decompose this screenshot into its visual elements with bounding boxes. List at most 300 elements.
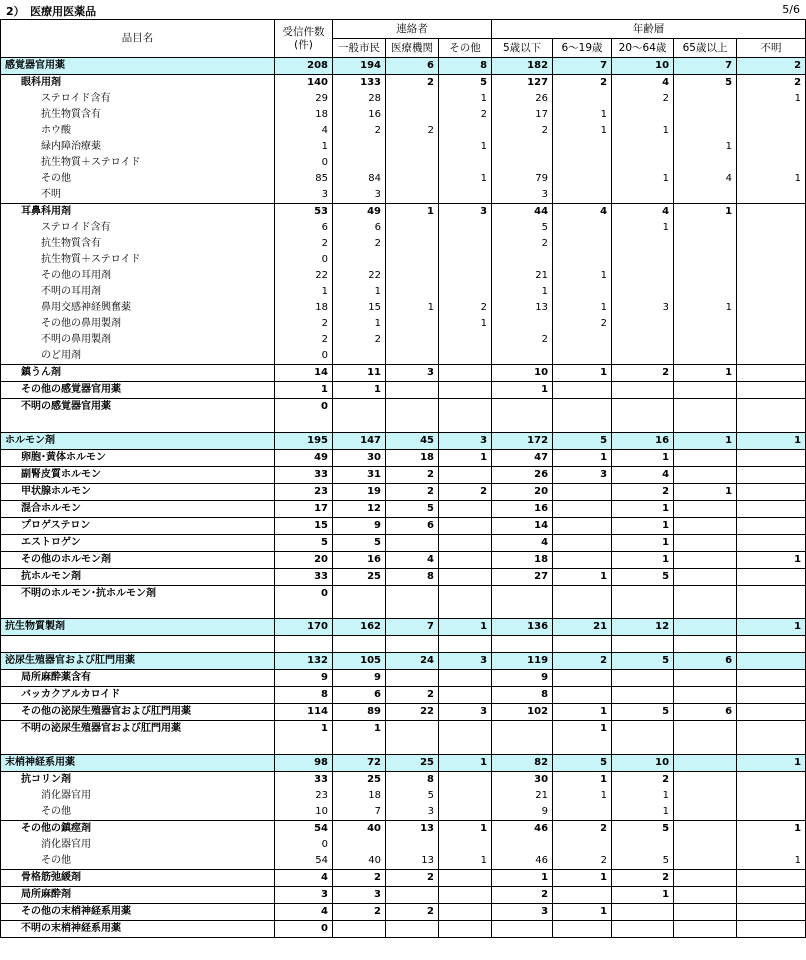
value-cell — [386, 284, 439, 300]
value-cell — [674, 737, 737, 754]
value-cell — [737, 517, 806, 534]
value-cell — [674, 771, 737, 788]
item-name: 不明のホルモン･抗ホルモン剤 — [1, 585, 275, 602]
value-cell: 15 — [333, 300, 386, 316]
value-cell: 2 — [386, 483, 439, 500]
value-cell — [386, 837, 439, 853]
value-cell: 3 — [439, 704, 492, 721]
value-cell: 2 — [737, 58, 806, 75]
value-cell: 6 — [275, 220, 333, 236]
value-cell — [674, 284, 737, 300]
value-cell — [737, 869, 806, 886]
value-cell — [612, 920, 674, 937]
value-cell — [492, 415, 553, 432]
table-row — [1, 348, 806, 365]
value-cell: 8 — [439, 58, 492, 75]
value-cell — [737, 721, 806, 738]
item-name: その他の泌尿生殖器官および肛門用薬 — [1, 704, 275, 721]
value-cell — [553, 886, 612, 903]
value-cell: 2 — [553, 316, 612, 332]
item-name: 骨格筋弛緩剤 — [1, 869, 275, 886]
value-cell — [612, 636, 674, 653]
value-cell: 24 — [386, 653, 439, 670]
value-cell — [612, 687, 674, 704]
value-cell — [737, 139, 806, 155]
value-cell — [439, 585, 492, 602]
value-cell — [386, 316, 439, 332]
table-row — [1, 171, 806, 187]
table-row — [1, 853, 806, 870]
value-cell: 15 — [275, 517, 333, 534]
value-cell: 1 — [674, 300, 737, 316]
value-cell — [737, 670, 806, 687]
value-cell: 1 — [612, 171, 674, 187]
value-cell: 33 — [275, 771, 333, 788]
value-cell — [612, 585, 674, 602]
value-cell — [386, 737, 439, 754]
value-cell: 6 — [674, 653, 737, 670]
table-row — [1, 268, 806, 284]
value-cell: 46 — [492, 853, 553, 870]
value-cell — [439, 348, 492, 365]
value-cell — [674, 551, 737, 568]
value-cell: 1 — [553, 107, 612, 123]
value-cell — [492, 399, 553, 416]
value-cell — [386, 332, 439, 348]
category-row — [1, 58, 806, 75]
item-name: その他の末梢神経系用薬 — [1, 903, 275, 920]
value-cell: 1 — [737, 91, 806, 107]
value-cell: 0 — [275, 837, 333, 853]
value-cell: 17 — [492, 107, 553, 123]
value-cell: 8 — [386, 771, 439, 788]
table-row — [1, 517, 806, 534]
value-cell: 1 — [275, 139, 333, 155]
value-cell: 23 — [275, 788, 333, 804]
value-cell — [612, 107, 674, 123]
value-cell — [386, 721, 439, 738]
value-cell: 29 — [275, 91, 333, 107]
value-cell: 5 — [492, 220, 553, 236]
value-cell: 1 — [612, 804, 674, 821]
value-cell: 2 — [333, 869, 386, 886]
value-cell — [553, 500, 612, 517]
item-name — [1, 602, 275, 619]
value-cell: 2 — [439, 300, 492, 316]
item-name: 抗生物質＋ステロイド — [1, 252, 275, 268]
value-cell — [386, 636, 439, 653]
value-cell: 119 — [492, 653, 553, 670]
table-row — [1, 139, 806, 155]
value-cell — [737, 220, 806, 236]
value-cell: 5 — [674, 75, 737, 92]
value-cell: 9 — [492, 670, 553, 687]
value-cell — [553, 171, 612, 187]
value-cell — [553, 483, 612, 500]
value-cell: 25 — [333, 771, 386, 788]
value-cell — [737, 123, 806, 139]
col-age-under5: 5歳以下 — [492, 39, 553, 58]
value-cell: 7 — [386, 619, 439, 636]
value-cell — [492, 721, 553, 738]
value-cell: 1 — [439, 754, 492, 771]
value-cell — [674, 500, 737, 517]
value-cell — [439, 771, 492, 788]
item-name: 不明の末梢神経系用薬 — [1, 920, 275, 937]
value-cell — [553, 91, 612, 107]
value-cell: 1 — [386, 300, 439, 316]
value-cell — [674, 155, 737, 171]
value-cell — [674, 869, 737, 886]
table-row — [1, 300, 806, 316]
value-cell: 21 — [492, 788, 553, 804]
value-cell: 12 — [612, 619, 674, 636]
value-cell: 44 — [492, 204, 553, 221]
table-row — [1, 721, 806, 738]
value-cell — [737, 903, 806, 920]
value-cell: 1 — [492, 382, 553, 399]
value-cell: 1 — [553, 568, 612, 585]
value-cell: 18 — [386, 449, 439, 466]
value-cell — [492, 348, 553, 365]
category-row — [1, 754, 806, 771]
value-cell — [333, 737, 386, 754]
value-cell: 53 — [275, 204, 333, 221]
item-name — [1, 415, 275, 432]
value-cell — [439, 804, 492, 821]
value-cell: 18 — [275, 300, 333, 316]
table-row — [1, 187, 806, 204]
value-cell — [386, 348, 439, 365]
value-cell — [386, 886, 439, 903]
value-cell: 1 — [553, 903, 612, 920]
value-cell: 72 — [333, 754, 386, 771]
value-cell — [553, 636, 612, 653]
value-cell: 133 — [333, 75, 386, 92]
value-cell — [674, 316, 737, 332]
category-row — [1, 653, 806, 670]
value-cell — [553, 804, 612, 821]
value-cell — [674, 636, 737, 653]
value-cell — [674, 837, 737, 853]
value-cell: 1 — [737, 853, 806, 870]
value-cell: 3 — [439, 653, 492, 670]
value-cell: 4 — [612, 204, 674, 221]
value-cell: 2 — [553, 75, 612, 92]
value-cell: 114 — [275, 704, 333, 721]
value-cell: 5 — [612, 704, 674, 721]
value-cell — [386, 139, 439, 155]
value-cell: 1 — [439, 91, 492, 107]
table-row — [1, 534, 806, 551]
value-cell — [333, 155, 386, 171]
table-row — [1, 670, 806, 687]
value-cell: 2 — [737, 75, 806, 92]
value-cell — [439, 268, 492, 284]
item-name: 抗コリン剤 — [1, 771, 275, 788]
value-cell: 0 — [275, 252, 333, 268]
item-name: 抗ホルモン剤 — [1, 568, 275, 585]
value-cell: 0 — [275, 155, 333, 171]
item-name: その他のホルモン剤 — [1, 551, 275, 568]
value-cell — [553, 252, 612, 268]
value-cell: 195 — [275, 432, 333, 449]
value-cell: 10 — [275, 804, 333, 821]
item-name: 抗生物質＋ステロイド — [1, 155, 275, 171]
value-cell: 1 — [439, 853, 492, 870]
value-cell: 2 — [439, 483, 492, 500]
value-cell: 23 — [275, 483, 333, 500]
table-row — [1, 466, 806, 483]
value-cell: 6 — [333, 220, 386, 236]
value-cell: 170 — [275, 619, 333, 636]
value-cell — [553, 920, 612, 937]
item-name: 不明の鼻用製剤 — [1, 332, 275, 348]
value-cell: 84 — [333, 171, 386, 187]
value-cell: 172 — [492, 432, 553, 449]
value-cell — [492, 837, 553, 853]
value-cell: 9 — [275, 670, 333, 687]
value-cell: 127 — [492, 75, 553, 92]
value-cell — [737, 399, 806, 416]
value-cell — [674, 517, 737, 534]
value-cell — [737, 585, 806, 602]
table-row — [1, 204, 806, 221]
col-received-label: 受信件数 — [282, 25, 325, 38]
value-cell — [439, 500, 492, 517]
value-cell: 13 — [386, 820, 439, 837]
value-cell: 1 — [612, 449, 674, 466]
value-cell — [439, 737, 492, 754]
col-age-6-19: 6～19歳 — [553, 39, 612, 58]
table-row — [1, 687, 806, 704]
value-cell: 4 — [674, 171, 737, 187]
value-cell: 5 — [612, 568, 674, 585]
value-cell — [553, 155, 612, 171]
value-cell: 85 — [275, 171, 333, 187]
table-row — [1, 869, 806, 886]
value-cell: 2 — [275, 316, 333, 332]
table-row — [1, 123, 806, 139]
table-row — [1, 316, 806, 332]
value-cell — [553, 551, 612, 568]
col-age-20-64: 20～64歳 — [612, 39, 674, 58]
value-cell — [439, 466, 492, 483]
value-cell — [333, 837, 386, 853]
value-cell — [553, 534, 612, 551]
item-name: 不明の耳用剤 — [1, 284, 275, 300]
value-cell — [612, 139, 674, 155]
value-cell — [737, 771, 806, 788]
spacer-row — [1, 737, 806, 754]
value-cell — [674, 399, 737, 416]
value-cell: 22 — [333, 268, 386, 284]
value-cell — [612, 903, 674, 920]
value-cell: 47 — [492, 449, 553, 466]
value-cell: 1 — [386, 204, 439, 221]
value-cell — [492, 139, 553, 155]
value-cell — [612, 187, 674, 204]
value-cell: 54 — [275, 820, 333, 837]
value-cell — [492, 602, 553, 619]
value-cell: 136 — [492, 619, 553, 636]
value-cell — [737, 737, 806, 754]
value-cell: 1 — [737, 432, 806, 449]
value-cell: 30 — [492, 771, 553, 788]
value-cell — [386, 107, 439, 123]
value-cell: 1 — [333, 284, 386, 300]
value-cell — [737, 268, 806, 284]
value-cell: 3 — [333, 187, 386, 204]
value-cell: 194 — [333, 58, 386, 75]
value-cell — [439, 382, 492, 399]
value-cell: 2 — [386, 903, 439, 920]
value-cell — [439, 920, 492, 937]
value-cell: 1 — [674, 365, 737, 382]
value-cell — [674, 920, 737, 937]
value-cell — [674, 382, 737, 399]
value-cell — [737, 483, 806, 500]
value-cell — [439, 636, 492, 653]
value-cell: 2 — [386, 687, 439, 704]
value-cell: 1 — [553, 788, 612, 804]
item-name: 緑内障治療薬 — [1, 139, 275, 155]
item-name: その他の耳用剤 — [1, 268, 275, 284]
value-cell: 182 — [492, 58, 553, 75]
item-name: その他 — [1, 804, 275, 821]
value-cell: 1 — [612, 220, 674, 236]
value-cell: 22 — [275, 268, 333, 284]
item-name: 副腎皮質ホルモン — [1, 466, 275, 483]
value-cell: 8 — [275, 687, 333, 704]
value-cell: 2 — [612, 365, 674, 382]
value-cell: 25 — [386, 754, 439, 771]
value-cell: 2 — [386, 123, 439, 139]
value-cell — [439, 123, 492, 139]
value-cell: 18 — [492, 551, 553, 568]
col-contact-public: 一般市民 — [333, 39, 386, 58]
col-item-name: 品目名 — [1, 20, 275, 58]
value-cell — [674, 687, 737, 704]
col-age-65plus: 65歳以上 — [674, 39, 737, 58]
value-cell: 20 — [492, 483, 553, 500]
value-cell — [674, 670, 737, 687]
value-cell — [737, 316, 806, 332]
value-cell — [674, 721, 737, 738]
value-cell: 1 — [439, 171, 492, 187]
value-cell: 3 — [553, 466, 612, 483]
value-cell — [612, 252, 674, 268]
value-cell: 3 — [439, 432, 492, 449]
value-cell — [674, 449, 737, 466]
value-cell — [737, 348, 806, 365]
value-cell — [737, 415, 806, 432]
value-cell — [674, 820, 737, 837]
value-cell — [674, 619, 737, 636]
value-cell — [737, 804, 806, 821]
value-cell — [333, 602, 386, 619]
value-cell — [674, 348, 737, 365]
value-cell — [553, 332, 612, 348]
value-cell — [492, 585, 553, 602]
value-cell: 22 — [386, 704, 439, 721]
value-cell: 40 — [333, 820, 386, 837]
value-cell: 1 — [553, 300, 612, 316]
table-row — [1, 107, 806, 123]
value-cell — [612, 721, 674, 738]
value-cell — [612, 602, 674, 619]
value-cell — [553, 585, 612, 602]
value-cell: 0 — [275, 920, 333, 937]
value-cell — [612, 415, 674, 432]
table-row — [1, 771, 806, 788]
value-cell — [674, 886, 737, 903]
value-cell: 2 — [492, 886, 553, 903]
value-cell: 1 — [737, 619, 806, 636]
value-cell: 89 — [333, 704, 386, 721]
section-title: 2） 医療用医薬品 — [6, 5, 97, 18]
item-name: ホルモン剤 — [1, 432, 275, 449]
value-cell — [439, 886, 492, 903]
spacer-row — [1, 602, 806, 619]
value-cell — [492, 155, 553, 171]
value-cell — [553, 602, 612, 619]
col-contact-other: その他 — [439, 39, 492, 58]
value-cell: 45 — [386, 432, 439, 449]
value-cell: 1 — [612, 534, 674, 551]
value-cell: 1 — [612, 500, 674, 517]
value-cell: 82 — [492, 754, 553, 771]
value-cell: 2 — [386, 75, 439, 92]
value-cell — [275, 602, 333, 619]
table-row — [1, 399, 806, 416]
item-name: 眼科用剤 — [1, 75, 275, 92]
value-cell — [439, 602, 492, 619]
value-cell — [492, 636, 553, 653]
value-cell — [553, 139, 612, 155]
value-cell — [674, 220, 737, 236]
table-row — [1, 236, 806, 252]
value-cell — [674, 91, 737, 107]
item-name: 混合ホルモン — [1, 500, 275, 517]
item-name: 抗生物質含有 — [1, 107, 275, 123]
item-name: 抗生物質含有 — [1, 236, 275, 252]
table-row — [1, 920, 806, 937]
value-cell — [737, 653, 806, 670]
value-cell: 7 — [333, 804, 386, 821]
value-cell: 30 — [333, 449, 386, 466]
value-cell — [553, 670, 612, 687]
value-cell: 1 — [275, 284, 333, 300]
value-cell: 6 — [333, 687, 386, 704]
value-cell: 3 — [386, 365, 439, 382]
value-cell: 1 — [553, 771, 612, 788]
value-cell: 4 — [275, 123, 333, 139]
value-cell: 26 — [492, 466, 553, 483]
value-cell: 1 — [492, 284, 553, 300]
value-cell: 1 — [674, 204, 737, 221]
value-cell — [439, 670, 492, 687]
value-cell — [674, 903, 737, 920]
value-cell: 5 — [275, 534, 333, 551]
value-cell: 1 — [674, 432, 737, 449]
value-cell — [333, 636, 386, 653]
col-age-unknown: 不明 — [737, 39, 806, 58]
value-cell — [612, 268, 674, 284]
value-cell: 1 — [737, 820, 806, 837]
value-cell: 33 — [275, 466, 333, 483]
value-cell: 5 — [386, 788, 439, 804]
